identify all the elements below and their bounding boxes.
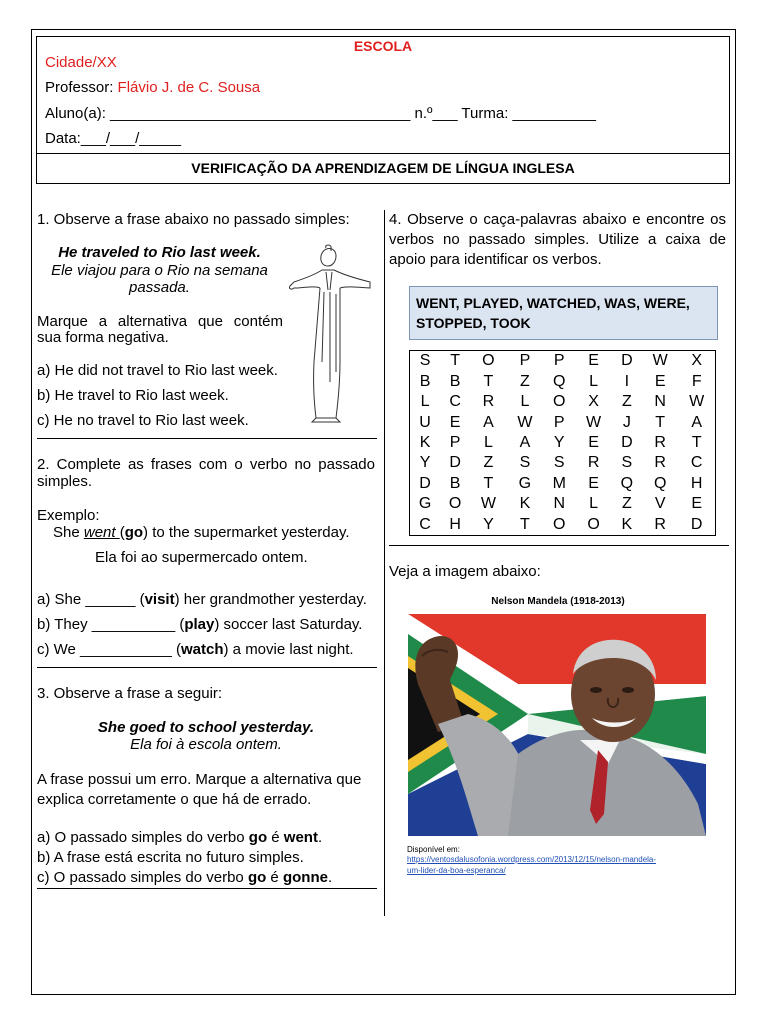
q2-example-translation: Ela foi ao supermercado ontem.: [95, 549, 308, 566]
word-search-cell[interactable]: J: [622, 413, 631, 431]
word-search-cell[interactable]: R: [587, 454, 600, 472]
word-search-cell[interactable]: A: [483, 413, 494, 431]
word-search-cell[interactable]: L: [589, 372, 599, 390]
word-search-cell[interactable]: G: [418, 495, 432, 513]
q3-instruction-2: explica corretamente o que há de errado.: [37, 791, 312, 808]
word-search-row: [410, 474, 715, 494]
q3-option-b[interactable]: b) A frase está escrita no futuro simples.: [37, 849, 304, 866]
word-search-cell[interactable]: D: [690, 515, 703, 533]
word-search-row: [410, 453, 715, 473]
word-search-cell[interactable]: Q: [553, 372, 566, 390]
word-search-cell[interactable]: W: [586, 413, 602, 431]
word-search-cell[interactable]: R: [654, 515, 666, 533]
q3-instruction-1: A frase possui um erro. Marque a alternativa que: [37, 771, 362, 788]
teacher-name: Flávio J. de C. Sousa: [117, 79, 261, 96]
word-bank-line-2: STOPPED, TOOK: [416, 315, 531, 331]
word-search-cell[interactable]: C: [690, 454, 703, 472]
word-search-cell[interactable]: E: [588, 352, 599, 370]
date-line[interactable]: Data:___/___/_____: [45, 130, 181, 147]
q2-example-answer: went: [83, 524, 120, 541]
word-search-cell[interactable]: L: [589, 495, 599, 513]
q1-option-b[interactable]: b) He travel to Rio last week.: [37, 387, 229, 404]
word-search-cell[interactable]: N: [553, 495, 566, 513]
word-search-grid: [409, 350, 716, 536]
word-search-cell[interactable]: Z: [520, 372, 530, 390]
image-caption: Nelson Mandela (1918-2013): [491, 596, 625, 607]
q1-instruction-2: sua forma negativa.: [37, 329, 169, 346]
word-search-cell[interactable]: S: [621, 454, 633, 472]
word-search-cell[interactable]: D: [621, 352, 633, 370]
word-search-cell[interactable]: S: [553, 454, 565, 472]
q2-item-a[interactable]: a) She ______ (visit) her grandmother yesterday.: [37, 591, 367, 608]
school-name: ESCOLA: [353, 38, 413, 54]
q1-prompt: 1. Observe a frase abaixo no passado simples:: [37, 211, 350, 228]
q1-option-c[interactable]: c) He no travel to Rio last week.: [37, 412, 249, 429]
word-search-cell[interactable]: K: [519, 495, 531, 513]
q3-prompt: 3. Observe a frase a seguir:: [37, 685, 223, 702]
word-search-cell[interactable]: T: [520, 515, 530, 533]
q1-sentence-pt-2: passada.: [129, 279, 190, 296]
word-search-cell[interactable]: E: [691, 495, 703, 513]
q2-prompt-2: simples.: [37, 473, 93, 490]
q2-rule: [37, 667, 377, 668]
word-search-row: [410, 433, 715, 453]
q3-sentence-en: She goed to school yesterday.: [97, 719, 315, 736]
word-search-cell[interactable]: T: [483, 474, 494, 492]
word-search-cell[interactable]: F: [691, 372, 702, 390]
word-search-cell[interactable]: Y: [553, 433, 565, 451]
word-search-cell[interactable]: T: [691, 433, 702, 451]
word-search-cell[interactable]: Z: [621, 393, 632, 411]
word-search-cell[interactable]: R: [654, 454, 666, 472]
q1-instruction-1: Marque a alternativa que contém: [37, 313, 283, 330]
q1-sentence-pt-1: Ele viajou para o Rio na semana: [51, 262, 268, 279]
word-search-cell[interactable]: M: [552, 474, 566, 492]
word-search-row: [410, 515, 715, 536]
word-search-cell[interactable]: E: [588, 433, 599, 451]
q3-sentence-pt: Ela foi à escola ontem.: [130, 736, 282, 753]
word-search-cell[interactable]: K: [621, 515, 633, 533]
word-search-cell[interactable]: N: [654, 393, 666, 411]
q1-sentence-en: He traveled to Rio last week.: [58, 244, 261, 261]
word-search-cell[interactable]: Z: [483, 454, 494, 472]
word-search-cell[interactable]: W: [480, 495, 496, 513]
word-bank: [409, 286, 718, 340]
word-search-cell[interactable]: R: [482, 393, 495, 411]
q3-option-a[interactable]: a) O passado simples do verbo go é went.: [37, 829, 323, 846]
mandela-painting: [408, 614, 706, 836]
word-search-cell[interactable]: P: [519, 352, 531, 370]
word-search-cell[interactable]: U: [419, 413, 431, 431]
word-search-cell[interactable]: B: [449, 372, 461, 390]
word-search-row: [410, 412, 715, 432]
word-search-cell[interactable]: E: [449, 413, 461, 431]
word-search-cell[interactable]: W: [652, 352, 668, 370]
word-search-cell[interactable]: Y: [419, 454, 431, 472]
q3-rule: [37, 888, 377, 889]
q4-rule: [389, 545, 729, 546]
word-search-cell[interactable]: C: [419, 515, 431, 533]
word-search-cell[interactable]: E: [588, 474, 599, 492]
word-search-cell[interactable]: I: [624, 372, 630, 390]
q1-rule: [37, 438, 377, 439]
word-search-cell[interactable]: L: [483, 433, 493, 451]
word-search-row: [410, 371, 715, 391]
q4-prompt-2: verbos no passado simples. Utilize a caixa de: [389, 231, 726, 248]
word-search-cell[interactable]: G: [518, 474, 532, 492]
word-search-cell[interactable]: R: [654, 433, 666, 451]
q2-example-label: Exemplo:: [37, 507, 100, 524]
word-search-cell[interactable]: A: [691, 413, 703, 431]
city-label: Cidade/XX: [45, 54, 117, 71]
word-search-cell[interactable]: D: [419, 474, 431, 492]
teacher-label: Professor:: [45, 79, 118, 96]
teacher-line: [45, 79, 260, 96]
word-search-cell[interactable]: H: [690, 474, 703, 492]
word-search-cell[interactable]: W: [689, 393, 705, 411]
word-search-cell[interactable]: P: [553, 352, 565, 370]
image-intro: Veja a imagem abaixo:: [389, 563, 541, 580]
q4-prompt-3: apoio para identificar os verbos.: [389, 251, 602, 268]
word-search-cell[interactable]: B: [449, 474, 461, 492]
word-search-cell[interactable]: K: [419, 433, 431, 451]
q2-example-sentence: She went (go) to the supermarket yesterday.: [53, 524, 350, 541]
q4-prompt-1: 4. Observe o caça-palavras abaixo e encontre os: [389, 211, 726, 228]
word-search-cell[interactable]: B: [419, 372, 431, 390]
word-search-cell[interactable]: O: [553, 515, 566, 533]
q2-prompt-1: 2. Complete as frases com o verbo no passado: [37, 456, 375, 473]
word-search-cell[interactable]: S: [519, 454, 531, 472]
word-search-cell[interactable]: L: [520, 393, 530, 411]
word-search-cell[interactable]: O: [482, 352, 495, 370]
word-search-cell[interactable]: T: [483, 372, 494, 390]
word-search-cell[interactable]: Z: [621, 495, 632, 513]
word-search-cell[interactable]: X: [588, 393, 599, 411]
source-link[interactable]: https://ventosdalusofonia.wordpress.com/2013/12/15/nelson-mandela-um-lider-da-boa-esperanca/: [407, 855, 657, 875]
word-search-cell[interactable]: D: [449, 454, 461, 472]
word-search-row: [410, 392, 715, 412]
word-search-cell[interactable]: Y: [483, 515, 494, 533]
word-search-cell[interactable]: S: [419, 352, 431, 370]
student-line[interactable]: Aluno(a): ____________________________________ n.º___ Turma: __________: [45, 105, 596, 122]
word-search-row: [410, 494, 715, 514]
word-search-cell[interactable]: E: [654, 372, 666, 390]
q2-item-b[interactable]: b) They __________ (play) soccer last Saturday.: [37, 616, 363, 633]
mandela-photo: [408, 614, 706, 836]
christ-redeemer-illustration: [286, 242, 378, 424]
word-search-cell[interactable]: Q: [620, 474, 634, 492]
word-search-cell[interactable]: T: [655, 413, 666, 431]
word-search-cell[interactable]: T: [450, 352, 460, 370]
q3-option-c[interactable]: c) O passado simples do verbo go é gonne.: [37, 869, 333, 886]
word-search-cell[interactable]: C: [449, 393, 461, 411]
page-title: VERIFICAÇÃO DA APRENDIZAGEM DE LÍNGUA INGLESA: [36, 154, 730, 184]
word-search-cell[interactable]: O: [553, 393, 566, 411]
word-search-cell[interactable]: A: [519, 433, 531, 451]
word-search-cell[interactable]: P: [553, 413, 565, 431]
word-search-cell[interactable]: L: [420, 393, 430, 411]
q2-example-verb: go: [124, 524, 144, 541]
header-box: [36, 36, 730, 154]
word-search-row: [410, 351, 715, 371]
word-search-cell[interactable]: V: [654, 495, 666, 513]
word-search-cell[interactable]: Q: [653, 474, 667, 492]
word-search-cell[interactable]: O: [587, 515, 600, 533]
word-search-cell[interactable]: D: [621, 433, 633, 451]
source-label: Disponível em:: [407, 845, 460, 854]
word-search-cell[interactable]: P: [449, 433, 461, 451]
q1-option-a[interactable]: a) He did not travel to Rio last week.: [37, 362, 278, 379]
word-search-cell[interactable]: O: [448, 495, 462, 513]
word-bank-line-1: WENT, PLAYED, WATCHED, WAS, WERE,: [416, 295, 690, 311]
word-search-cell[interactable]: H: [449, 515, 461, 533]
word-search-cell[interactable]: X: [691, 352, 703, 370]
column-divider: [384, 210, 385, 916]
q2-item-c[interactable]: c) We ___________ (watch) a movie last night.: [37, 641, 354, 658]
word-search-cell[interactable]: W: [517, 413, 533, 431]
